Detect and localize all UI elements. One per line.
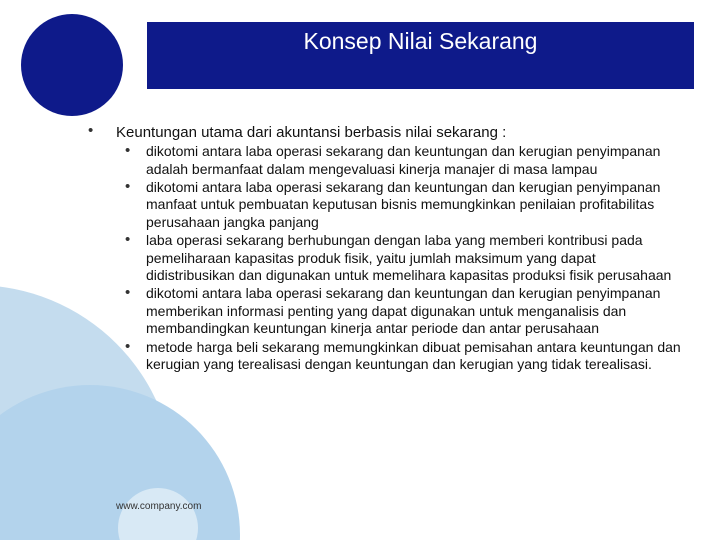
sub-bullet-list bbox=[125, 142, 686, 374]
main-bullet-text: Keuntungan utama dari akuntansi berbasis nilai sekarang : bbox=[116, 124, 507, 141]
bullet-icon: • bbox=[125, 337, 131, 355]
sub-bullet-text: dikotomi antara laba operasi sekarang dan keuntungan dan kerugian penyimpanan manfaat untuk pembuatan keputusan bisnis memungkinkan penilaian profitabilitas perusahaan jangka panjang bbox=[146, 178, 661, 230]
sub-bullet-text: dikotomi antara laba operasi sekarang dan keuntungan dan kerugian penyimpanan memberikan informasi penting yang dapat digunakan untuk menganalisis dan membandingkan keuntungan kinerja antar periode dan antar perusahaan bbox=[146, 285, 661, 337]
slide-title: Konsep Nilai Sekarang bbox=[303, 28, 538, 54]
footer-url: www.company.com bbox=[116, 501, 202, 512]
sub-bullet-item bbox=[125, 142, 686, 178]
bullet-icon: • bbox=[125, 230, 131, 248]
bullet-icon: • bbox=[125, 177, 131, 195]
sub-bullet-text: laba operasi sekarang berhubungan dengan laba yang memberi kontribusi pada pemeliharaan kapasitas produk fisik, yaitu jumlah maksimum yang dapat didistribusikan dan digunakan untuk memelihara kapasitas produksi fisik perusahaan bbox=[146, 231, 672, 284]
sub-bullet-text: metode harga beli sekarang memungkinkan dibuat pemisahan antara keuntungan dan kerugian yang terealisasi dengan keuntungan dan kerugian yang tidak terealisasi. bbox=[146, 338, 681, 373]
bullet-icon: • bbox=[125, 284, 131, 302]
sub-bullet-item bbox=[125, 230, 686, 285]
logo-circle bbox=[21, 14, 123, 116]
main-bullet-icon: • bbox=[88, 122, 94, 139]
sub-bullet-item bbox=[125, 284, 686, 338]
bullet-icon: • bbox=[125, 142, 131, 159]
sub-bullet-text: dikotomi antara laba operasi sekarang dan keuntungan dan kerugian penyimpanan adalah bermanfaat dalam mengevaluasi kinerja manajer di masa lampau bbox=[146, 143, 661, 177]
sub-bullet-item bbox=[125, 177, 686, 232]
sub-bullet-item bbox=[125, 337, 686, 374]
